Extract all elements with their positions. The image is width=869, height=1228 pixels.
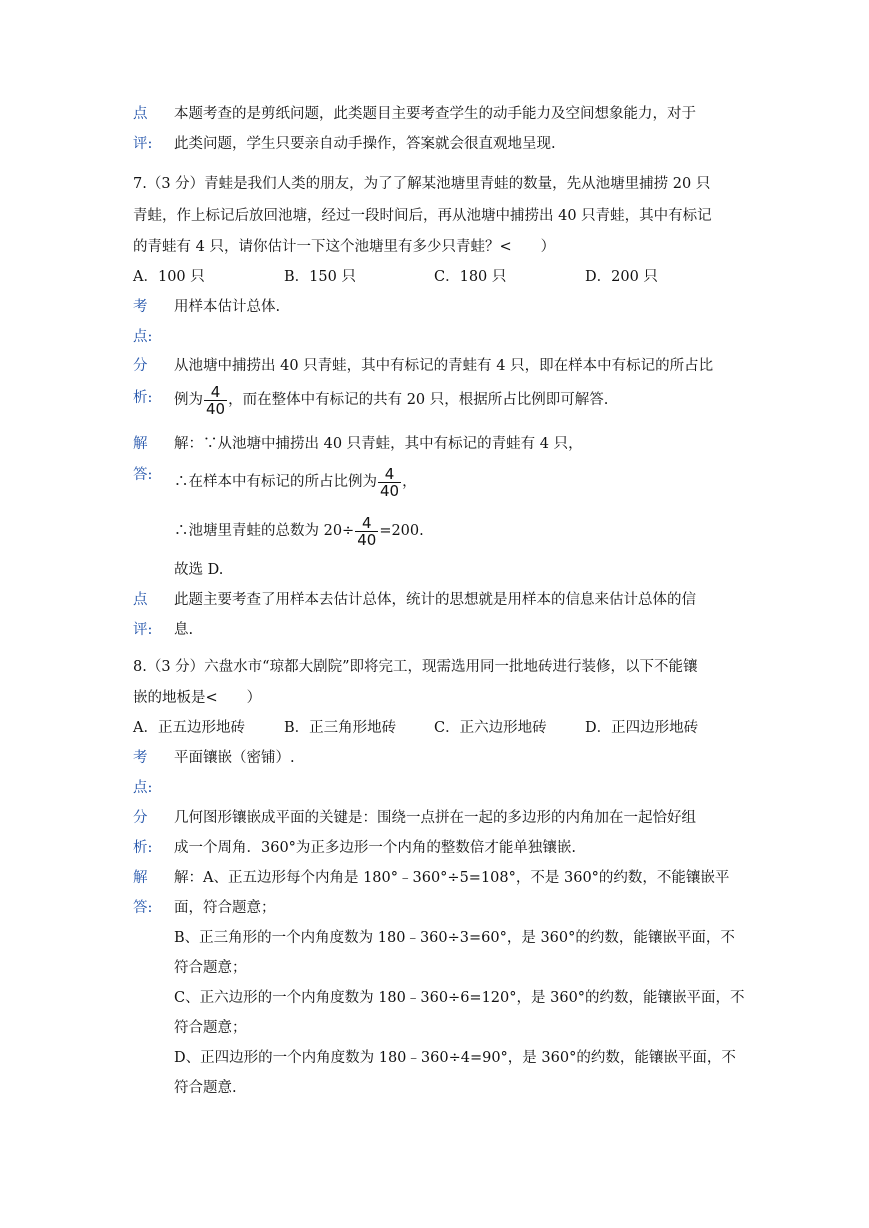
- q7-solution-line-2-pre: ∴在样本中有标记的所占比例为: [174, 474, 377, 490]
- q7-option-b: B．150 只: [284, 269, 356, 285]
- q6-comment-line-2: 此类问题，学生只要亲自动手操作，答案就会很直观地呈现.: [174, 136, 556, 152]
- q8-option-c: C．正六边形地砖: [434, 720, 547, 736]
- fraction-4-over-40: [378, 466, 401, 499]
- q8-jd-tag-1: 解: [133, 870, 148, 886]
- q8-option-b: B．正三角形地砖: [284, 720, 397, 736]
- q8-analysis-line-2: 成一个周角．360°为正多边形一个内角的整数倍才能单独镶嵌.: [174, 840, 577, 856]
- q8-option-d: D．正四边形地砖: [585, 720, 699, 736]
- q7-solution-line-4: 故选 D.: [174, 562, 224, 578]
- fraction-denominator: 40: [380, 481, 400, 500]
- q8-kd-tag-1: 考: [133, 750, 148, 766]
- q7-solution-line-1: 解：∵从池塘中捕捞出 40 只青蛙，其中有标记的青蛙有 4 只，: [174, 436, 583, 452]
- q7-option-c: C．180 只: [434, 269, 507, 285]
- q7-knowledge-point: 用样本估计总体.: [174, 299, 281, 315]
- q7-fx-tag-1: 分: [133, 358, 148, 374]
- q8-solution-line-1: 解：A、正五边形每个内角是 180°﹣360°÷5=108°，不是 360°的约数，不能镶嵌平: [174, 870, 730, 886]
- q7-option-a: A．100 只: [133, 269, 205, 285]
- fraction-4-over-40: [355, 515, 378, 548]
- q7-stem-line-3: 的青蛙有 4 只，请你估计一下这个池塘里有多少只青蛙？< ）: [133, 239, 556, 255]
- fraction-numerator: 4: [378, 466, 401, 483]
- q8-knowledge-point: 平面镶嵌（密铺）.: [174, 750, 295, 766]
- q8-fx-tag-2: 析:: [133, 840, 153, 856]
- q8-solution-line-8: 符合题意.: [174, 1080, 237, 1096]
- q7-fx-tag-2: 析:: [133, 390, 153, 406]
- q8-jd-tag-2: 答:: [133, 900, 153, 916]
- comment-tag-2: 评:: [133, 136, 153, 152]
- fraction-numerator: 4: [204, 384, 227, 401]
- q7-comment-line-2: 息.: [174, 622, 194, 638]
- q8-fx-tag-1: 分: [133, 810, 148, 826]
- q7-stem-line-1: 7.（3 分）青蛙是我们人类的朋友，为了了解某池塘里青蛙的数量，先从池塘里捕捞 20 只: [133, 176, 711, 192]
- q7-dp-tag-1: 点: [133, 592, 148, 608]
- q8-solution-line-7: D、正四边形的一个内角度数为 180﹣360÷4=90°，是 360°的约数，能镶嵌平面，不: [174, 1050, 736, 1066]
- q6-comment-line-1: 本题考查的是剪纸问题，此类题目主要考查学生的动手能力及空间想象能力，对于: [174, 106, 696, 122]
- q7-jd-tag-2: 答:: [133, 467, 153, 483]
- q7-analysis-line-2-pre: 例为: [174, 392, 203, 408]
- q7-solution-line-2-post: ，: [402, 474, 417, 490]
- fraction-denominator: 40: [206, 399, 226, 418]
- fraction-numerator: 4: [355, 515, 378, 532]
- q7-dp-tag-2: 评:: [133, 622, 153, 638]
- q8-stem-line-1: 8.（3 分）六盘水市“琼都大剧院”即将完工，现需选用同一批地砖进行装修，以下不能镶: [133, 659, 698, 675]
- q7-kd-tag-1: 考: [133, 299, 148, 315]
- q8-solution-line-4: 符合题意；: [174, 960, 247, 976]
- q7-analysis-line-2-post: ，而在整体中有标记的共有 20 只，根据所占比例即可解答.: [228, 392, 609, 408]
- q8-solution-line-3: B、正三角形的一个内角度数为 180﹣360÷3=60°，是 360°的约数，能镶嵌平面，不: [174, 930, 735, 946]
- q8-solution-line-2: 面，符合题意；: [174, 900, 276, 916]
- q7-stem-line-2: 青蛙，作上标记后放回池塘，经过一段时间后，再从池塘中捕捞出 40 只青蛙，其中有标记: [133, 208, 712, 224]
- q7-jd-tag-1: 解: [133, 436, 148, 452]
- q8-stem-line-2: 嵌的地板是< ）: [133, 690, 262, 706]
- q8-kd-tag-2: 点:: [133, 780, 153, 796]
- q8-analysis-line-1: 几何图形镶嵌成平面的关键是：围绕一点拼在一起的多边形的内角加在一起恰好组: [174, 810, 696, 826]
- q7-kd-tag-2: 点:: [133, 329, 153, 345]
- q7-comment-line-1: 此题主要考查了用样本去估计总体，统计的思想就是用样本的信息来估计总体的信: [174, 592, 696, 608]
- q7-analysis-line-1: 从池塘中捕捞出 40 只青蛙，其中有标记的青蛙有 4 只，即在样本中有标记的所占比: [174, 358, 714, 374]
- q7-option-d: D．200 只: [585, 269, 658, 285]
- q8-option-a: A．正五边形地砖: [133, 720, 245, 736]
- fraction-4-over-40: [204, 384, 227, 417]
- q8-solution-line-5: C、正六边形的一个内角度数为 180﹣360÷6=120°，是 360°的约数，能镶嵌平面，不: [174, 990, 745, 1006]
- q7-solution-line-3-post: =200.: [379, 523, 424, 539]
- comment-tag-1: 点: [133, 106, 148, 122]
- q7-solution-line-3-pre: ∴池塘里青蛙的总数为 20÷: [174, 523, 355, 539]
- q7-solution-line-2: [174, 462, 417, 502]
- fraction-denominator: 40: [357, 530, 377, 549]
- q7-solution-line-3: [174, 511, 424, 551]
- q8-solution-line-6: 符合题意；: [174, 1020, 247, 1036]
- q7-analysis-line-2: [174, 380, 608, 420]
